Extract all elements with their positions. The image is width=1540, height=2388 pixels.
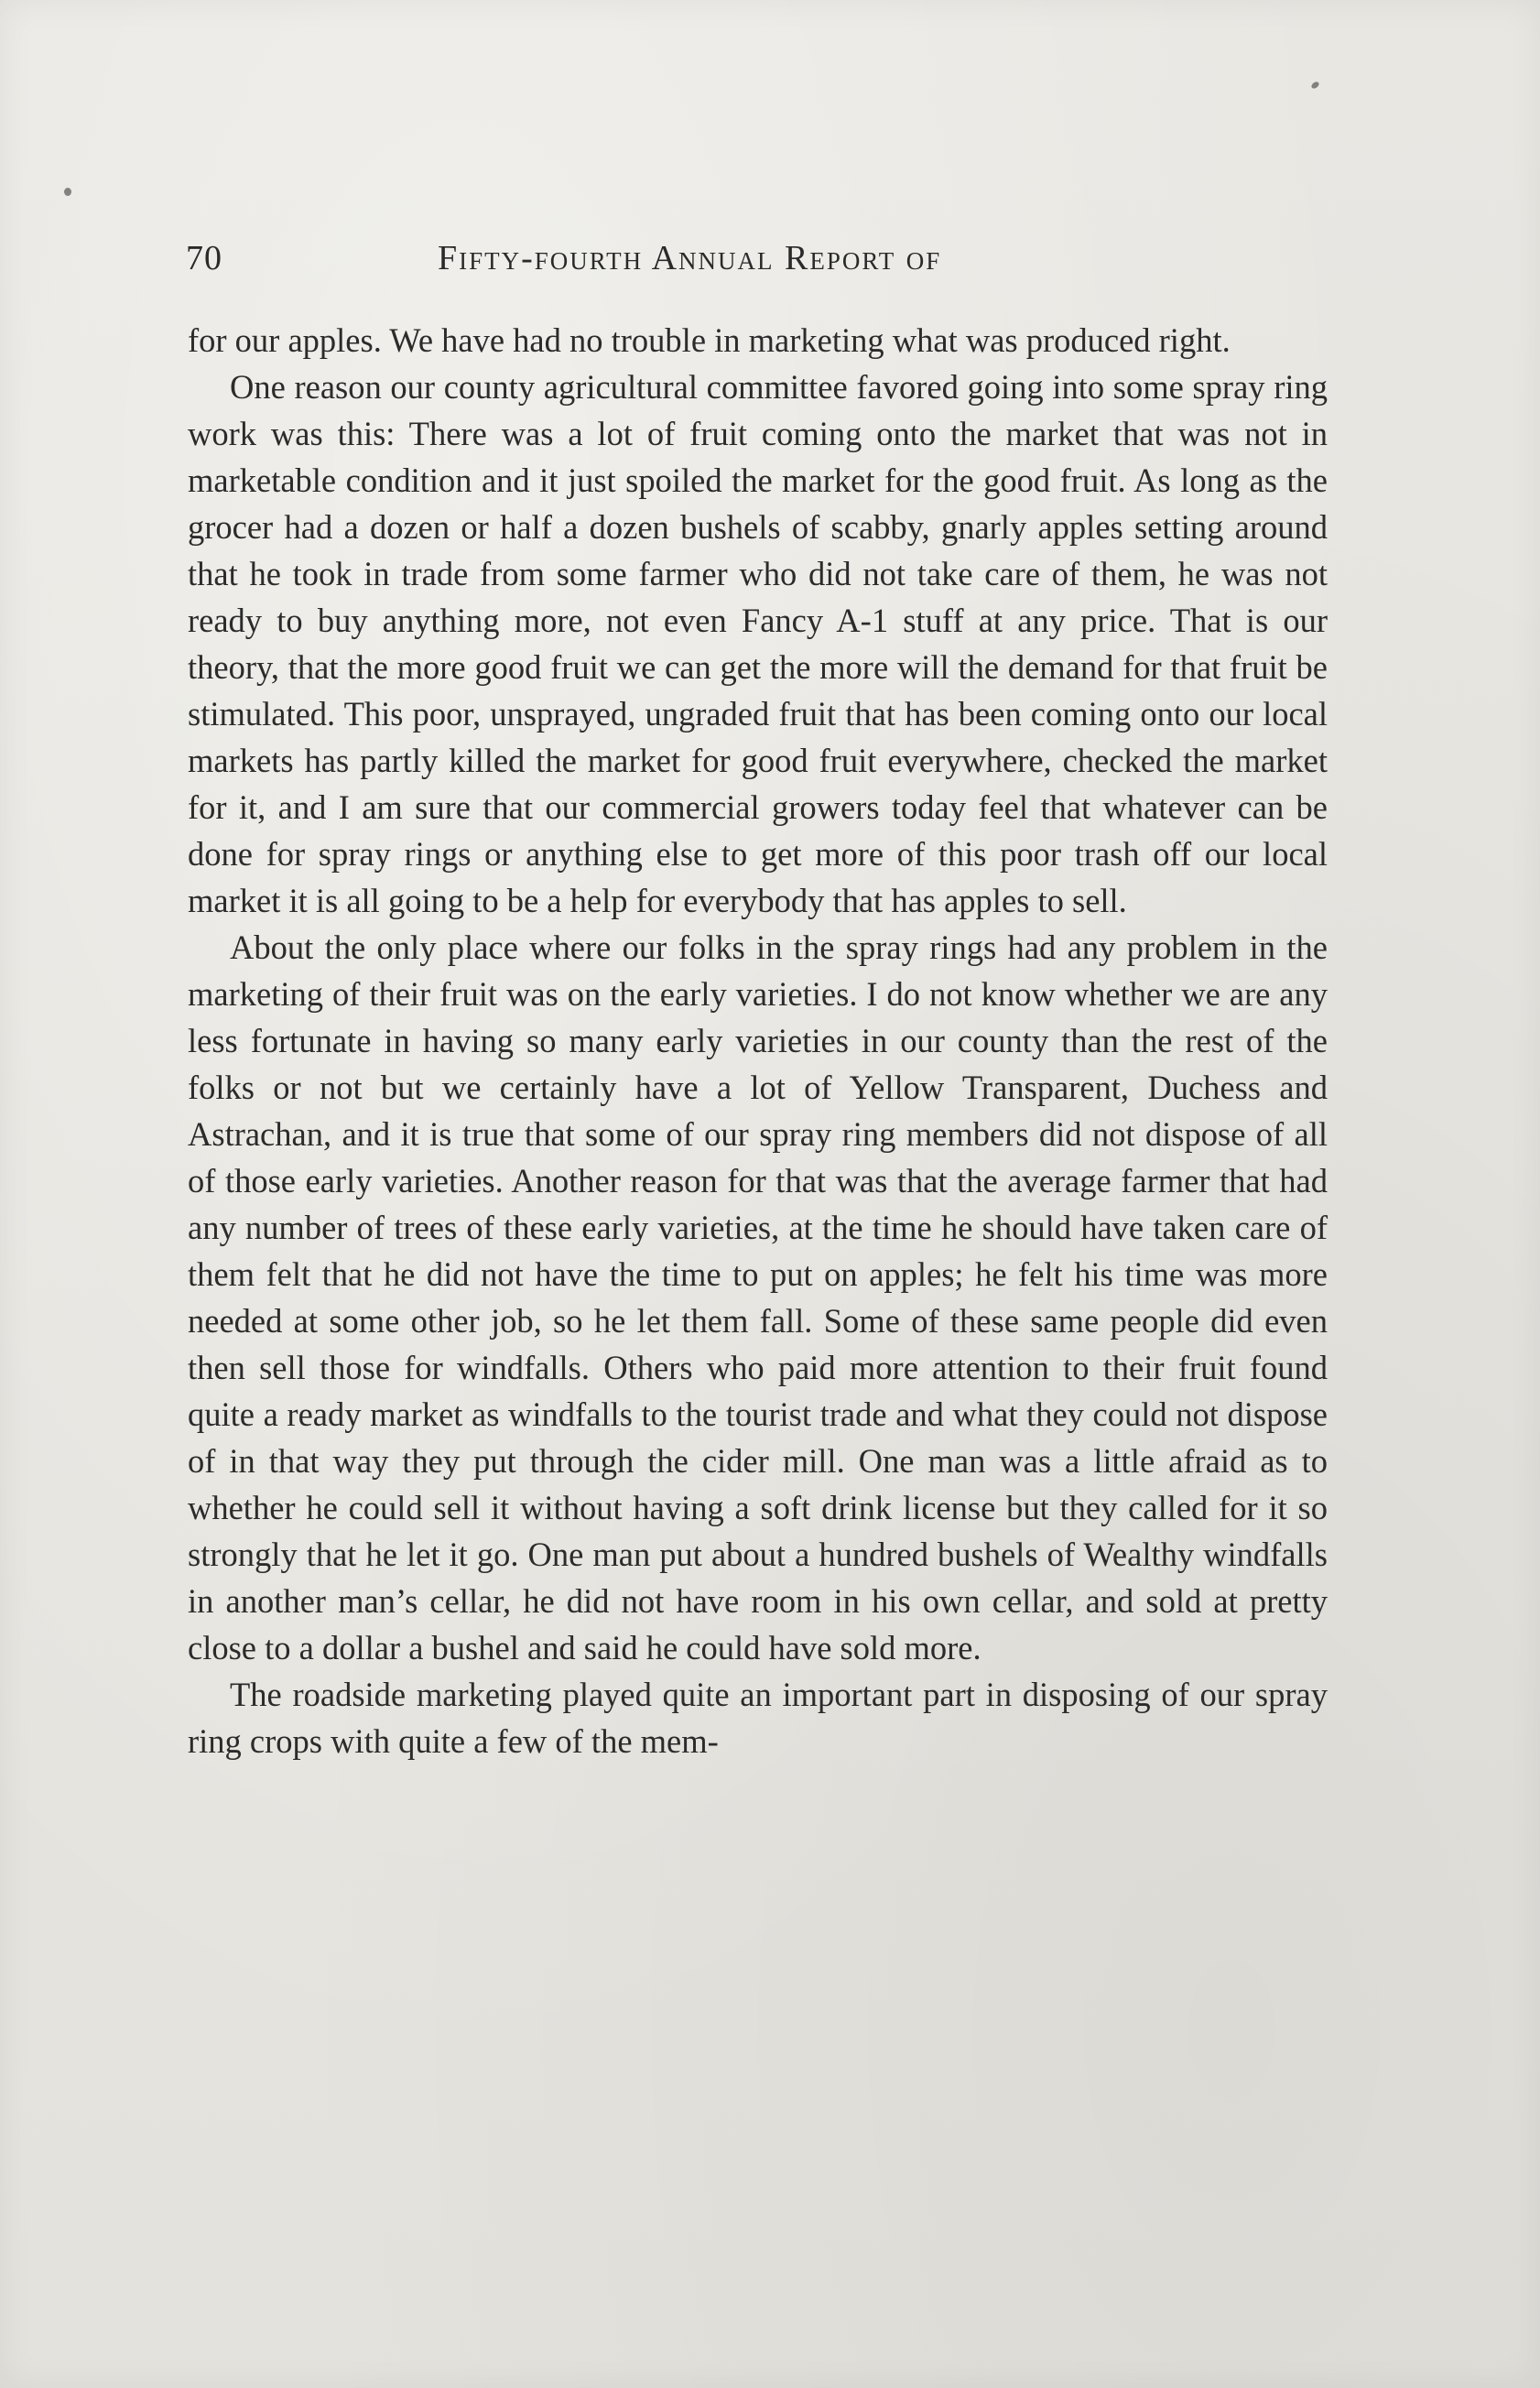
paragraph: The roadside marketing played quite an important part in disposing of our spray ring crops with quite a few of the mem- [188, 1676, 1328, 1760]
paragraph: About the only place where our folks in the spray rings had any problem in the marketing of their fruit was on the early varieties. I do not know whether we are any less fortunate in having so many early varieties in our county than the rest of the folks or not but we certainly have a lot of Yellow Transparent, Duchess and Astrachan, and it is true that some of our spray ring members did not dispose of all of those early varieties. Another reason for that was that the average farmer that had any number of trees of these early varieties, at the time he should have taken care of them felt that he did not have the time to put on apples; he felt his time was more needed at some other job, so he let them fall. Some of these same people did even then sell those for windfalls. Others who paid more attention to their fruit found quite a ready market as windfalls to the tourist trade and what they could not dispose of in that way they put through the cider mill. One man was a little afraid as to whether he could sell it without having a soft drink license but they called for it so strongly that he let it go. One man put about a hundred bushels of Wealthy windfalls in another man’s cellar, he did not have room in his own cellar, and sold at pretty close to a dollar a bushel and said he could have sold more. [188, 928, 1328, 1666]
paragraph: One reason our county agricultural committee favored going into some spray ring work was this: There was a lot of fruit coming onto the market that was not in marketable condition and it just spoiled the market for the good fruit. As long as the grocer had a dozen or half a dozen bushels of scabby, gnarly apples setting around that he took in trade from some farmer who did not take care of them, he was not ready to buy anything more, not even Fancy A-1 stuff at any price. That is our theory, that the more good fruit we can get the more will the demand for that fruit be stimulated. This poor, unsprayed, ungraded fruit that has been coming onto our local markets has partly killed the market for good fruit everywhere, checked the market for it, and I am sure that our commercial growers today feel that whatever can be done for spray rings or anything else to get more of this poor trash off our local market it is all going to be a help for everybody that has apples to sell. [188, 368, 1328, 919]
page-number: 70 [186, 239, 222, 277]
paragraph: for our apples. We have had no trouble in marketing what was produced right. [188, 321, 1231, 359]
running-head: Fifty-fourth Annual Report of [438, 239, 942, 277]
body-text [188, 317, 1328, 1764]
page-header [186, 236, 1326, 280]
ink-speck [64, 188, 71, 196]
ink-speck [1310, 81, 1320, 90]
